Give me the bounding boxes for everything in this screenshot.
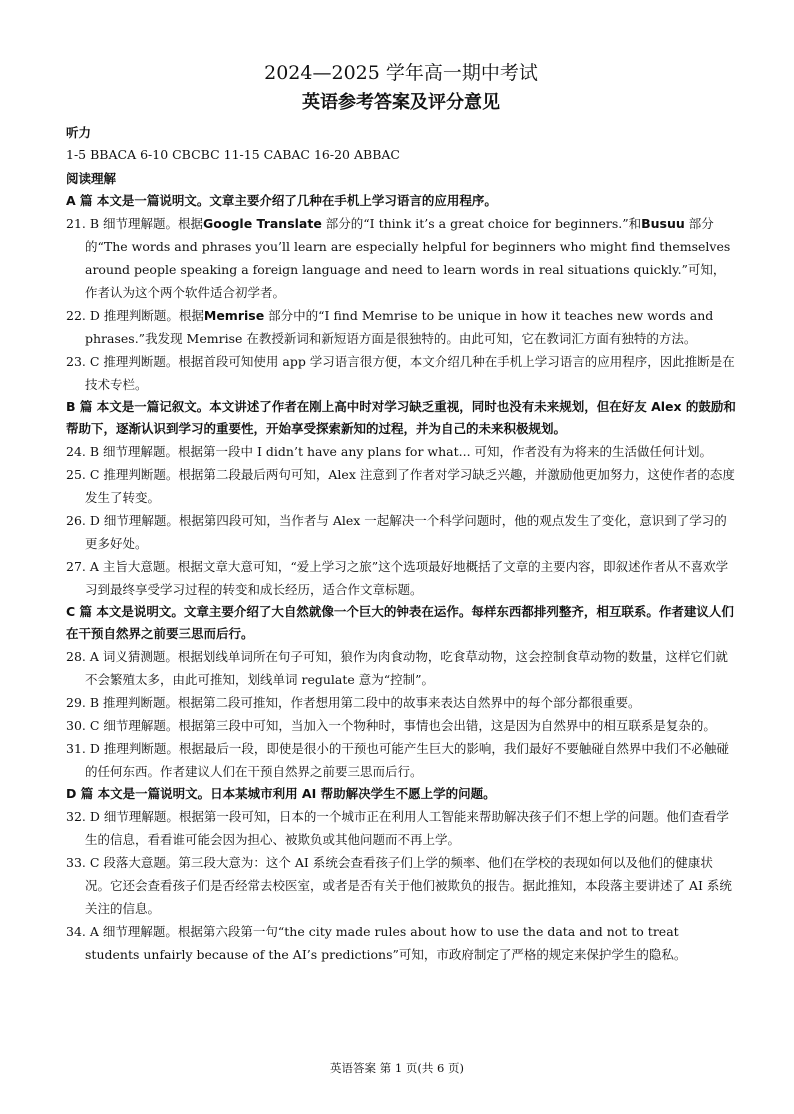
answer-item-27: 27. A 主旨大意题。根据文章大意可知，“爱上学习之旅”这个选项最好地概括了文章的主要内容，即叙述作者从不喜欢学习到最终享受学习过程的转变和成长经历，适合作文章标题。	[66, 555, 736, 601]
answer-number: 33. C	[66, 855, 100, 870]
answer-item-30: 30. C 细节理解题。根据第三段中可知，当加入一个物种时，事情也会出错，这是因为自然界中的相互联系是复杂的。	[66, 714, 736, 737]
answer-number: 25. C	[66, 467, 100, 482]
answer-item-34: 34. A 细节理解题。根据第六段第一句“the city made rules about how to use the data and not to treat students unfairly because of the AI’s predictions”可知，市政府制定了严格的规定来保护学生的隐私。	[66, 920, 736, 966]
passage-a-summary: A 篇 本文是一篇说明文。文章主要介绍了几种在手机上学习语言的应用程序。	[66, 193, 497, 208]
answer-number: 21. B	[66, 216, 100, 231]
section-listening-label: 听力	[66, 125, 92, 140]
exam-title: 2024—2025 学年高一期中考试	[264, 62, 538, 84]
answer-number: 29. B	[66, 695, 100, 710]
answer-item-29: 29. B 推理判断题。根据第二段可推知，作者想用第二段中的故事来表达自然界中的每个部分都很重要。	[66, 691, 736, 714]
answer-number: 34. A	[66, 924, 99, 939]
answer-number: 31. D	[66, 741, 100, 756]
answer-item-22: 22. D 推理判断题。根据Memrise 部分中的“I find Memrise to be unique in how it teaches new words and phrases.”我发现 Memrise 在教授新词和新短语方面是很独特的。由此可知，它在教词汇方面有独特的方法。	[66, 304, 736, 350]
passage-b-summary: B 篇 本文是一篇记叙文。本文讲述了作者在刚上高中时对学习缺乏重视，同时也没有未来规划，但在好友 Alex 的鼓励和帮助下，逐渐认识到学习的重要性，开始享受探索新知的过程，并为自己的未来积极规划。	[66, 399, 736, 436]
listening-answers: 1-5 BBACA 6-10 CBCBC 11-15 CABAC 16-20 ABBAC	[66, 147, 400, 162]
answer-item-25: 25. C 推理判断题。根据第二段最后两句可知，Alex 注意到了作者对学习缺乏兴趣，并激励他更加努力，这使作者的态度发生了转变。	[66, 463, 736, 509]
answer-item-26: 26. D 细节理解题。根据第四段可知，当作者与 Alex 一起解决一个科学问题时，他的观点发生了变化，意识到了学习的更多好处。	[66, 509, 736, 555]
answer-number: 30. C	[66, 718, 100, 733]
answer-number: 23. C	[66, 354, 100, 369]
answer-item-31: 31. D 推理判断题。根据最后一段，即使是很小的干预也可能产生巨大的影响，我们最好不要触碰自然界中我们不必触碰的任何东西。作者建议人们在干预自然界之前要三思而后行。	[66, 737, 736, 783]
keyword: Busuu	[641, 216, 685, 231]
answer-item-32: 32. D 细节理解题。根据第一段可知，日本的一个城市正在利用人工智能来帮助解决孩子们不想上学的问题。他们查看学生的信息，看看谁可能会因为担心、被欺负或其他问题而不再上学。	[66, 805, 736, 851]
answer-number: 26. D	[66, 513, 100, 528]
page-title: 英语参考答案及评分意见	[302, 92, 500, 113]
answer-item-33: 33. C 段落大意题。第三段大意为：这个 AI 系统会查看孩子们上学的频率、他们在学校的表现如何以及他们的健康状况。它还会查看孩子们是否经常去校医室，或者是否有关于他们被欺负的报告。据此推知，本段落主要讲述了 AI 系统关注的信息。	[66, 851, 736, 920]
answer-number: 28. A	[66, 649, 99, 664]
keyword: Memrise	[203, 308, 265, 323]
answer-item-21: 21. B 细节理解题。根据Google Translate 部分的“I think it’s a great choice for beginners.”和Busuu 部分的“The words and phrases you’ll learn are especially helpful for beginners who might find themselves around people speaking a foreign language and need to learn words in real situations quickly.”可知，作者认为这个两个软件适合初学者。	[66, 212, 736, 304]
passage-c-summary: C 篇 本文是说明文。文章主要介绍了大自然就像一个巨大的钟表在运作。每样东西都排列整齐，相互联系。作者建议人们在干预自然界之前要三思而后行。	[66, 604, 734, 641]
section-reading-label: 阅读理解	[66, 171, 117, 186]
answer-number: 24. B	[66, 444, 100, 459]
answer-item-23: 23. C 推理判断题。根据首段可知使用 app 学习语言很方便，本文介绍几种在手机上学习语言的应用程序，因此推断是在技术专栏。	[66, 350, 736, 396]
page-footer: 英语答案 第 1 页(共 6 页)	[330, 1061, 464, 1075]
answer-item-28: 28. A 词义猜测题。根据划线单词所在句子可知，狼作为肉食动物，吃食草动物，这会控制食草动物的数量，这样它们就不会繁殖太多，由此可推知，划线单词 regulate 意为“控制”。	[66, 645, 736, 691]
answer-number: 27. A	[66, 559, 99, 574]
keyword: Google Translate	[203, 216, 322, 231]
answer-item-24: 24. B 细节理解题。根据第一段中 I didn’t have any plans for what... 可知，作者没有为将来的生活做任何计划。	[66, 440, 736, 463]
answer-number: 22. D	[66, 308, 100, 323]
passage-d-summary: D 篇 本文是一篇说明文。日本某城市利用 AI 帮助解决学生不愿上学的问题。	[66, 786, 496, 801]
answer-number: 32. D	[66, 809, 100, 824]
